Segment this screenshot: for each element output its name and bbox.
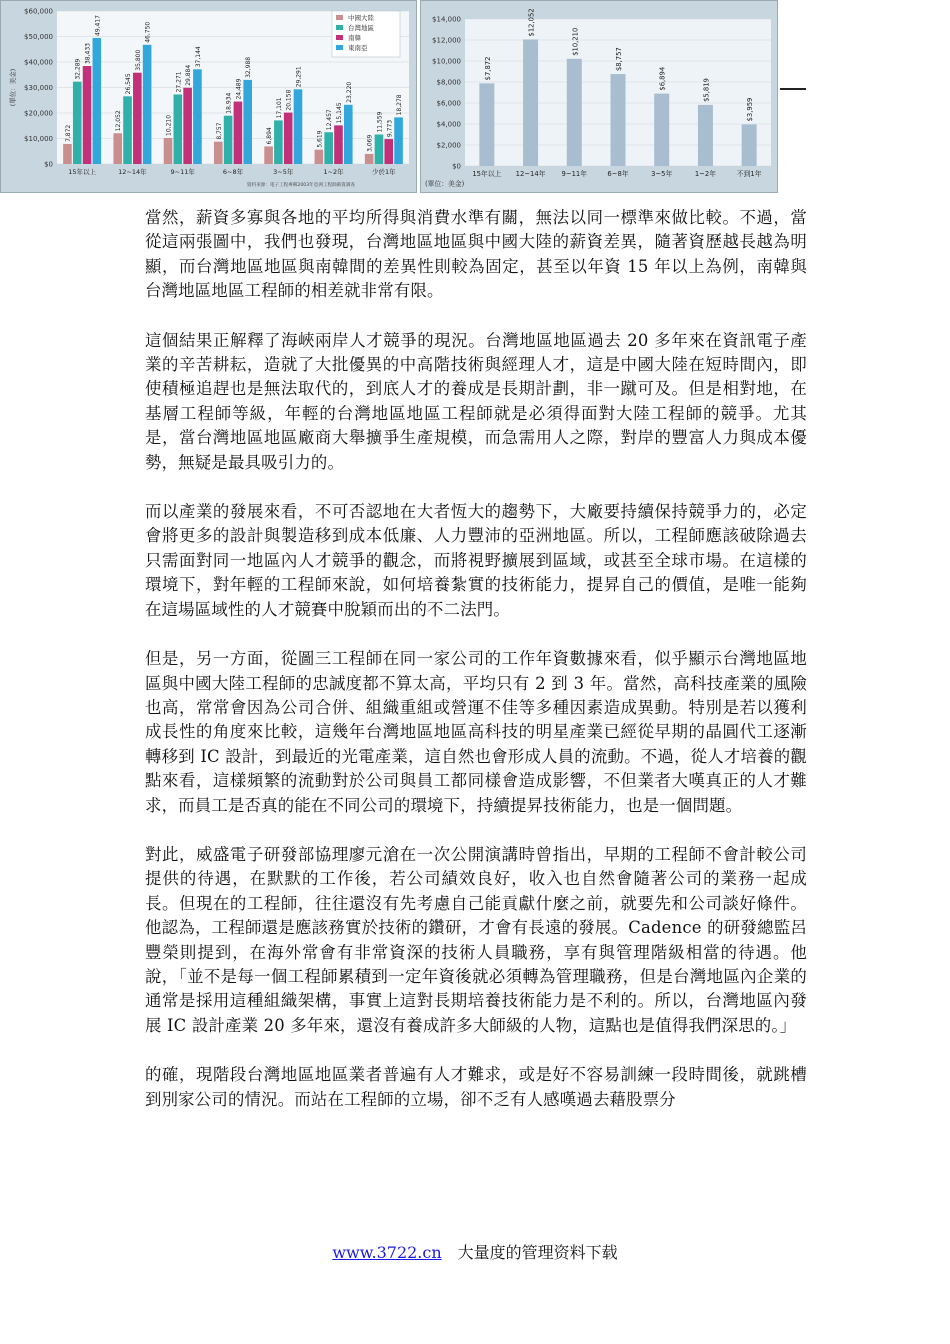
bar-value-label: 32,289 [74, 58, 82, 80]
bar-value-label: 32,988 [245, 56, 253, 78]
bar [113, 133, 122, 164]
unit-label: (單位：美金) [425, 180, 465, 188]
bar-value-label: $6,894 [658, 66, 667, 91]
x-tick-label: 1~2年 [323, 168, 344, 176]
bar [183, 88, 192, 164]
x-tick-label: 少於1年 [372, 168, 396, 176]
bar-value-label: $12,052 [527, 8, 536, 37]
bar-value-label: 46,750 [144, 21, 152, 43]
bar [83, 66, 92, 164]
x-tick-label: 15年以上 [68, 168, 97, 176]
bar [375, 135, 384, 164]
bar [193, 69, 202, 164]
bar-value-label: 12,052 [115, 110, 123, 132]
bar-value-label: 26,545 [125, 73, 133, 95]
bar-value-label: 5,619 [316, 130, 324, 148]
bar-value-label: 7,872 [64, 124, 72, 142]
y-tick-label: $8,000 [436, 78, 461, 87]
x-tick-label: 15年以上 [472, 170, 502, 178]
bar-value-label: $3,959 [746, 97, 755, 122]
y-tick-label: $10,000 [24, 135, 53, 143]
y-tick-label: $0 [44, 160, 53, 169]
y-tick-label: $12,000 [432, 36, 461, 45]
x-tick-label: 3~5年 [651, 170, 673, 178]
bar [143, 45, 152, 164]
footer-link[interactable]: www.3722.cn [332, 1243, 442, 1262]
bar [73, 82, 82, 164]
x-tick-label: 9~11年 [170, 168, 195, 176]
bar-value-label: 10,210 [165, 114, 173, 136]
bar-value-label: 18,278 [396, 94, 404, 116]
bar [284, 113, 293, 164]
bar-value-label: 11,559 [376, 111, 384, 133]
legend-label: 台灣地區 [348, 24, 374, 32]
y-axis-label: (單位：美金) [9, 68, 17, 107]
bar-value-label: 27,271 [175, 71, 183, 93]
bar-value-label: 9,773 [386, 119, 394, 138]
y-tick-label: $2,000 [436, 141, 461, 150]
bar [243, 80, 252, 164]
paragraph: 這個結果正解釋了海峽兩岸人才競爭的現況。台灣地區地區過去 20 多年來在資訊電子產業的辛苦耕耘，造就了大批優異的中高階技術與經理人才，這是中國大陸在短時間內，即使積極追趕也是無法取代的，到底人才的養成是長期計劃，非一蹴可及。但是相對地，在基層工程師等級，年輕的台灣地區地區工程師就是必須得面對大陸工程師的競爭。尤其是，當台灣地區地區廠商大舉擴爭生產規模，而急需用人之際，對岸的豐富人力與成本優勢，無疑是最具吸引力的。 [145, 330, 807, 472]
legend-label: 南韓 [348, 34, 361, 42]
bar [384, 139, 393, 164]
bar [264, 146, 273, 164]
bar [742, 124, 757, 166]
x-tick-label: 1~2年 [694, 170, 717, 178]
y-tick-label: $30,000 [24, 84, 53, 92]
bar [324, 132, 333, 164]
bar-value-label: $7,872 [483, 56, 492, 81]
page-footer [0, 1240, 950, 1263]
y-tick-label: $6,000 [436, 99, 461, 108]
bar-value-label: 20,158 [285, 89, 293, 111]
bar-value-label: 15,145 [335, 102, 343, 124]
bar [344, 105, 353, 164]
y-tick-label: $40,000 [24, 58, 53, 67]
x-tick-label: 6~8年 [222, 168, 244, 176]
bar-value-label: 23,220 [345, 81, 353, 103]
bar-value-label: $10,210 [571, 27, 580, 56]
bar [63, 144, 72, 164]
bar-value-label: 35,800 [134, 49, 142, 71]
x-tick-label: 9~11年 [561, 170, 588, 178]
bar-value-label: 38,433 [84, 42, 92, 64]
paragraph: 對此，威盛電子研發部協理廖元滄在一次公開演講時曾指出，早期的工程師不會計較公司提供的待遇，在默默的工作後，若公司績效良好，收入也自然會隨著公司的業務一起成長。但現在的工程師，往往還沒有先考慮自己能貢獻什麼之前，就要先和公司談好條件。他認為，工程師還是應該務實於技術的鑽研，才會有長遠的發展。Cadence 的研發總監呂豐榮則提到，在海外常會有非常資深的技術人員職務，享有與管理階級相當的待遇。他說，「並不是每一個工程師累積到一定年資後就必須轉為管理職務，但是台灣地區內企業的通常是採用這種組織架構，事實上這對長期培養技術能力是不利的。所以，台灣地區內發展 IC 設計產業 20 多年來，還沒有養成許多大師級的人物，這點也是值得我們深思的。」 [145, 844, 807, 1035]
footer-tagline: 大量度的管理资料下载 [457, 1243, 618, 1262]
y-tick-label: $0 [452, 162, 461, 171]
paragraph: 當然，薪資多寡與各地的平均所得與消費水準有關，無法以同一標準來做比較。不過，當從這兩張圖中，我們也發現，台灣地區地區與中國大陸的薪資差異，隨著資歷越長越為明顯，而台灣地區地區與南韓間的差異性則較為固定，甚至以年資 15 年以上為例，南韓與台灣地區地區工程師的相差就非常有限。 [145, 208, 807, 301]
bar-value-label: 17,101 [275, 97, 283, 119]
y-tick-label: $20,000 [24, 109, 53, 118]
bar [315, 150, 324, 164]
bar [334, 125, 343, 164]
bar-value-label: 49,417 [94, 14, 102, 36]
bar [523, 39, 538, 166]
salary-by-region-chart [0, 0, 417, 193]
bar-value-label: $5,819 [702, 78, 711, 102]
x-tick-label: 12~14年 [515, 170, 546, 178]
bar [294, 89, 303, 164]
y-tick-label: $4,000 [436, 120, 461, 129]
bar-value-label: 29,291 [295, 66, 303, 88]
bar [567, 59, 582, 166]
legend-swatch [336, 35, 343, 40]
article-body [145, 206, 807, 1137]
bar-value-label: 6,894 [266, 127, 274, 145]
bar [93, 38, 102, 164]
bar [394, 117, 403, 164]
y-tick-label: $14,000 [432, 15, 461, 24]
bar [654, 94, 669, 166]
source-note: 資料來源：電子工程專輯2003年亞洲工程師薪資調查 [246, 183, 356, 188]
legend-swatch [336, 25, 343, 30]
bar [164, 138, 173, 164]
bar-value-label: 8,757 [215, 122, 223, 140]
bar [365, 154, 374, 164]
x-tick-label: 12~14年 [118, 168, 147, 176]
paragraph: 的確，現階段台灣地區地區業者普遍有人才難求，或是好不容易訓練一段時間後，就跳槽到別家公司的情況。而站在工程師的立場，卻不乏有人感嘆過去藉股票分 [145, 1065, 807, 1109]
bar-value-label: 18,934 [225, 92, 233, 114]
bar [479, 83, 494, 166]
y-tick-label: $60,000 [24, 7, 53, 16]
bar [214, 142, 223, 164]
header-rule [780, 88, 806, 90]
bar-value-label: 3,069 [366, 134, 374, 152]
bar [123, 96, 132, 164]
y-tick-label: $10,000 [432, 57, 461, 66]
paragraph: 但是，另一方面，從圖三工程師在同一家公司的工作年資數據來看，似乎顯示台灣地區地區與中國大陸工程師的忠誠度都不算太高，平均只有 2 到 3 年。當然，高科技產業的風險也高，常常會因為公司合併、組織重組或營運不佳等多種因素造成異動。特別是若以獲利成長性的角度來比較，這幾年台灣地區地區高科技的明星產業已經從早期的晶圓代工逐漸轉移到 IC 設計，到最近的光電產業，這自然也會形成人員的流動。不過，從人才培養的觀點來看，這樣頻繁的流動對於公司與員工都同樣會造成影響，不但業者大嘆真正的人才難求，而員工是否真的能在不同公司的環境下，持續提昇技術能力，也是一個問題。 [145, 649, 807, 815]
legend-swatch [336, 45, 343, 50]
bar [234, 102, 243, 164]
bar-value-label: 37,144 [194, 46, 202, 68]
x-tick-label: 6~8年 [607, 170, 629, 178]
mainland-salary-chart-svg [421, 1, 777, 192]
legend-label: 中國大陸 [348, 14, 374, 22]
bar [224, 116, 233, 164]
paragraph: 而以產業的發展來看，不可否認地在大者恆大的趨勢下，大廠要持續保持競爭力的，必定會將更多的設計與製造移到成本低廉、人力豐沛的亞洲地區。所以，工程師應該破除過去只需面對同一地區內人才競爭的觀念，而將視野擴展到區域，或甚至全球市場。在這樣的環境下，對年輕的工程師來說，如何培養紮實的技術能力，提昇自己的價值，是唯一能夠在這場區域性的人才競賽中脫穎而出的不二法門。 [145, 502, 807, 619]
salary-by-region-chart-svg [1, 1, 416, 192]
bar [611, 74, 626, 166]
legend-swatch [336, 15, 343, 20]
bar-value-label: 24,489 [235, 78, 243, 100]
bar-value-label: 29,884 [185, 64, 193, 86]
x-tick-label: 3~5年 [273, 168, 294, 176]
y-tick-label: $50,000 [24, 33, 53, 41]
bar [274, 120, 283, 164]
bar-value-label: 12,457 [326, 109, 334, 131]
legend-label: 東南亞 [348, 44, 368, 52]
bar [133, 73, 142, 164]
mainland-salary-chart [420, 0, 778, 193]
bar [174, 94, 183, 164]
bar-value-label: $8,757 [615, 47, 623, 72]
x-tick-label: 不到1年 [736, 170, 762, 178]
bar [698, 105, 713, 166]
